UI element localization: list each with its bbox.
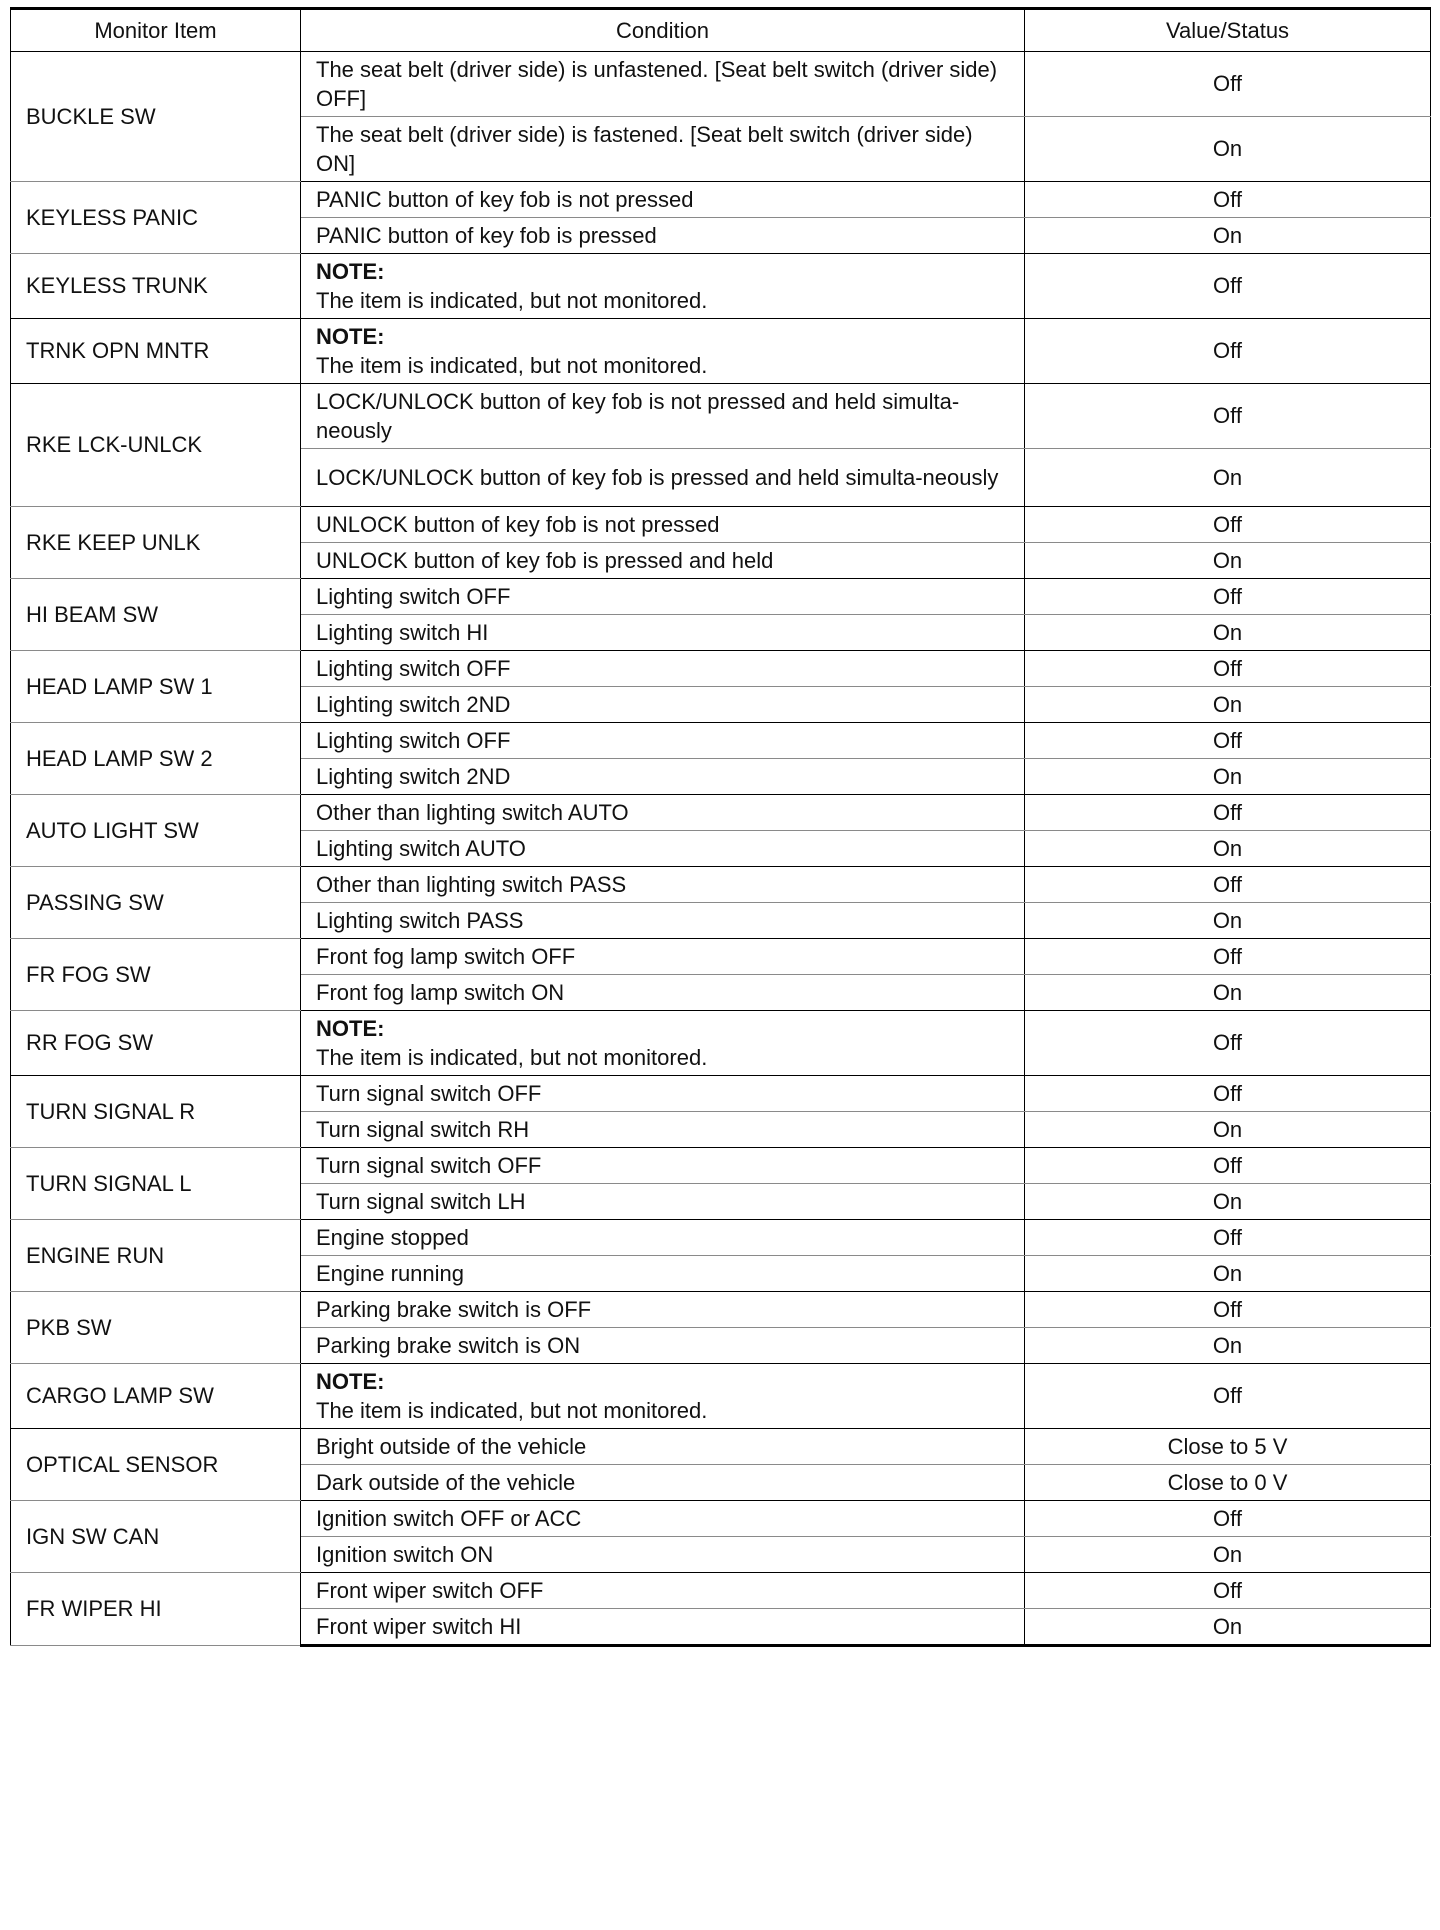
- condition-cell: Bright outside of the vehicle: [301, 1429, 1025, 1465]
- value-status-cell: Off: [1025, 1364, 1431, 1429]
- monitor-item-cell: KEYLESS TRUNK: [11, 254, 301, 319]
- condition-cell: PANIC button of key fob is not pressed: [301, 182, 1025, 218]
- condition-cell: Dark outside of the vehicle: [301, 1465, 1025, 1501]
- condition-cell: Turn signal switch RH: [301, 1112, 1025, 1148]
- value-status-cell: Off: [1025, 651, 1431, 687]
- value-status-cell: Off: [1025, 384, 1431, 449]
- monitor-item-cell: RR FOG SW: [11, 1011, 301, 1076]
- value-status-cell: Close to 0 V: [1025, 1465, 1431, 1501]
- table-row: [11, 579, 1431, 615]
- value-status-cell: On: [1025, 975, 1431, 1011]
- monitor-item-cell: ENGINE RUN: [11, 1220, 301, 1292]
- value-status-cell: On: [1025, 1184, 1431, 1220]
- monitor-item-cell: OPTICAL SENSOR: [11, 1429, 301, 1501]
- monitor-item-cell: HI BEAM SW: [11, 579, 301, 651]
- condition-cell: Lighting switch HI: [301, 615, 1025, 651]
- value-status-cell: Off: [1025, 507, 1431, 543]
- monitor-item-cell: FR FOG SW: [11, 939, 301, 1011]
- value-status-cell: On: [1025, 1328, 1431, 1364]
- condition-cell: UNLOCK button of key fob is not pressed: [301, 507, 1025, 543]
- value-status-cell: On: [1025, 831, 1431, 867]
- table-row: [11, 1220, 1431, 1256]
- condition-cell: The seat belt (driver side) is fastened. [Seat belt switch (driver side) ON]: [301, 117, 1025, 182]
- table-row: [11, 1501, 1431, 1537]
- header-monitor-item: Monitor Item: [11, 9, 301, 52]
- condition-cell: [301, 1011, 1025, 1076]
- condition-cell: Turn signal switch OFF: [301, 1076, 1025, 1112]
- table-row: [11, 52, 1431, 117]
- value-status-cell: Off: [1025, 254, 1431, 319]
- monitor-item-cell: RKE KEEP UNLK: [11, 507, 301, 579]
- value-status-cell: Off: [1025, 1148, 1431, 1184]
- monitor-item-cell: PASSING SW: [11, 867, 301, 939]
- value-status-cell: Off: [1025, 1573, 1431, 1609]
- value-status-cell: Close to 5 V: [1025, 1429, 1431, 1465]
- value-status-cell: On: [1025, 759, 1431, 795]
- condition-cell: Engine stopped: [301, 1220, 1025, 1256]
- note-label: NOTE:: [316, 324, 385, 349]
- note-text: The item is indicated, but not monitored.: [316, 288, 708, 313]
- table-row: [11, 319, 1431, 384]
- note-label: NOTE:: [316, 259, 385, 284]
- value-status-cell: Off: [1025, 1292, 1431, 1328]
- note-text: The item is indicated, but not monitored.: [316, 353, 708, 378]
- value-status-cell: Off: [1025, 723, 1431, 759]
- value-status-cell: On: [1025, 615, 1431, 651]
- table-body: [11, 52, 1431, 1646]
- table-row: [11, 1573, 1431, 1609]
- condition-cell: PANIC button of key fob is pressed: [301, 218, 1025, 254]
- value-status-cell: Off: [1025, 1011, 1431, 1076]
- condition-cell: Lighting switch AUTO: [301, 831, 1025, 867]
- value-status-cell: On: [1025, 1609, 1431, 1646]
- condition-cell: Ignition switch OFF or ACC: [301, 1501, 1025, 1537]
- condition-cell: Parking brake switch is ON: [301, 1328, 1025, 1364]
- header-condition: Condition: [301, 9, 1025, 52]
- monitor-item-cell: BUCKLE SW: [11, 52, 301, 182]
- table-row: [11, 384, 1431, 449]
- monitor-item-cell: HEAD LAMP SW 1: [11, 651, 301, 723]
- monitor-item-cell: AUTO LIGHT SW: [11, 795, 301, 867]
- value-status-cell: Off: [1025, 319, 1431, 384]
- header-value-status: Value/Status: [1025, 9, 1431, 52]
- condition-cell: Ignition switch ON: [301, 1537, 1025, 1573]
- condition-cell: [301, 254, 1025, 319]
- condition-cell: Lighting switch OFF: [301, 651, 1025, 687]
- table-row: [11, 254, 1431, 319]
- table-row: [11, 507, 1431, 543]
- condition-cell: Front fog lamp switch ON: [301, 975, 1025, 1011]
- condition-cell: [301, 1364, 1025, 1429]
- table-row: [11, 182, 1431, 218]
- table-row: [11, 1011, 1431, 1076]
- monitor-item-cell: TRNK OPN MNTR: [11, 319, 301, 384]
- monitor-item-cell: HEAD LAMP SW 2: [11, 723, 301, 795]
- condition-cell: UNLOCK button of key fob is pressed and held: [301, 543, 1025, 579]
- monitor-item-cell: IGN SW CAN: [11, 1501, 301, 1573]
- value-status-cell: Off: [1025, 1220, 1431, 1256]
- condition-cell: Lighting switch PASS: [301, 903, 1025, 939]
- value-status-cell: Off: [1025, 795, 1431, 831]
- table-row: [11, 795, 1431, 831]
- monitor-item-table: [10, 7, 1431, 1647]
- condition-cell: Parking brake switch is OFF: [301, 1292, 1025, 1328]
- table-row: [11, 867, 1431, 903]
- value-status-cell: On: [1025, 1537, 1431, 1573]
- monitor-item-cell: FR WIPER HI: [11, 1573, 301, 1646]
- condition-cell: Front wiper switch HI: [301, 1609, 1025, 1646]
- value-status-cell: Off: [1025, 939, 1431, 975]
- value-status-cell: Off: [1025, 867, 1431, 903]
- monitor-item-cell: TURN SIGNAL R: [11, 1076, 301, 1148]
- table-row: [11, 1364, 1431, 1429]
- condition-cell: Lighting switch OFF: [301, 723, 1025, 759]
- note-label: NOTE:: [316, 1369, 385, 1394]
- table-row: [11, 1292, 1431, 1328]
- value-status-cell: On: [1025, 117, 1431, 182]
- condition-cell: [301, 319, 1025, 384]
- value-status-cell: On: [1025, 543, 1431, 579]
- condition-cell: Other than lighting switch PASS: [301, 867, 1025, 903]
- monitor-item-cell: PKB SW: [11, 1292, 301, 1364]
- value-status-cell: On: [1025, 1112, 1431, 1148]
- value-status-cell: Off: [1025, 579, 1431, 615]
- table-row: [11, 723, 1431, 759]
- condition-cell: Lighting switch OFF: [301, 579, 1025, 615]
- condition-cell: Other than lighting switch AUTO: [301, 795, 1025, 831]
- condition-cell: Turn signal switch LH: [301, 1184, 1025, 1220]
- condition-cell: Turn signal switch OFF: [301, 1148, 1025, 1184]
- value-status-cell: Off: [1025, 52, 1431, 117]
- monitor-item-cell: TURN SIGNAL L: [11, 1148, 301, 1220]
- table-row: [11, 939, 1431, 975]
- table-header-row: [11, 9, 1431, 52]
- value-status-cell: On: [1025, 1256, 1431, 1292]
- table-row: [11, 1148, 1431, 1184]
- value-status-cell: Off: [1025, 1501, 1431, 1537]
- table-row: [11, 1076, 1431, 1112]
- condition-cell: Lighting switch 2ND: [301, 759, 1025, 795]
- table-row: [11, 1429, 1431, 1465]
- note-label: NOTE:: [316, 1016, 385, 1041]
- note-text: The item is indicated, but not monitored.: [316, 1045, 708, 1070]
- monitor-item-cell: KEYLESS PANIC: [11, 182, 301, 254]
- condition-cell: Front wiper switch OFF: [301, 1573, 1025, 1609]
- condition-cell: LOCK/UNLOCK button of key fob is pressed and held simulta-neously: [301, 449, 1025, 507]
- condition-cell: Lighting switch 2ND: [301, 687, 1025, 723]
- table-row: [11, 651, 1431, 687]
- value-status-cell: On: [1025, 449, 1431, 507]
- monitor-item-cell: CARGO LAMP SW: [11, 1364, 301, 1429]
- value-status-cell: On: [1025, 687, 1431, 723]
- value-status-cell: Off: [1025, 1076, 1431, 1112]
- condition-cell: Engine running: [301, 1256, 1025, 1292]
- condition-cell: The seat belt (driver side) is unfastened. [Seat belt switch (driver side) OFF]: [301, 52, 1025, 117]
- condition-cell: LOCK/UNLOCK button of key fob is not pressed and held simulta-neously: [301, 384, 1025, 449]
- condition-cell: Front fog lamp switch OFF: [301, 939, 1025, 975]
- value-status-cell: On: [1025, 218, 1431, 254]
- note-text: The item is indicated, but not monitored.: [316, 1398, 708, 1423]
- monitor-item-cell: RKE LCK-UNLCK: [11, 384, 301, 507]
- value-status-cell: On: [1025, 903, 1431, 939]
- value-status-cell: Off: [1025, 182, 1431, 218]
